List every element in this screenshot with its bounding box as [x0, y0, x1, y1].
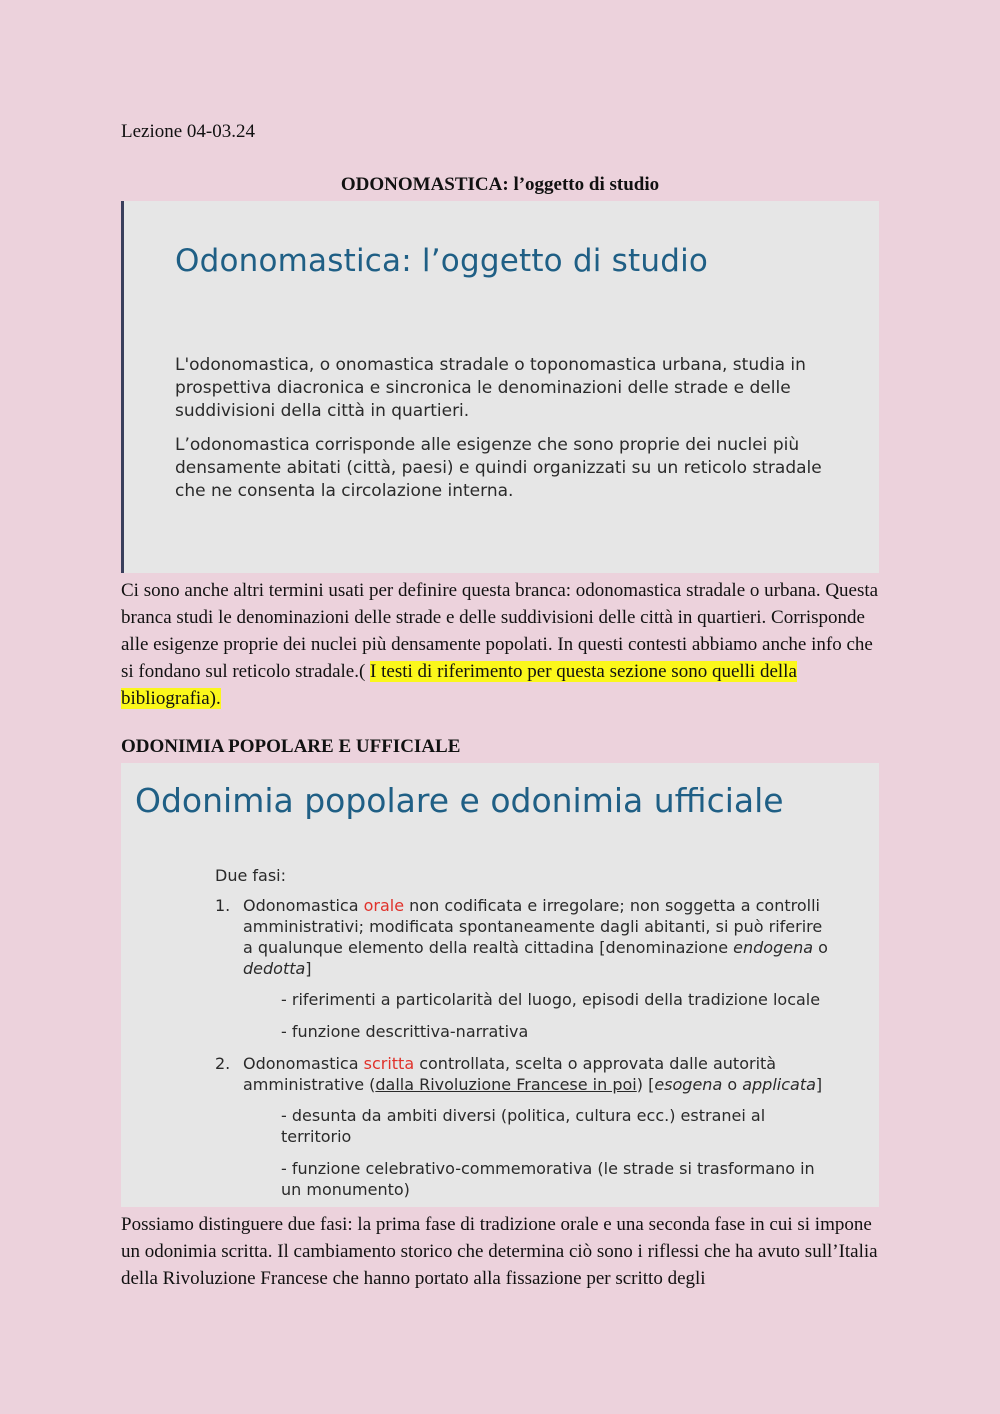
lesson-date: Lezione 04-03.24	[121, 121, 256, 142]
text-span: o	[722, 1075, 743, 1094]
text-span: o	[813, 938, 828, 957]
text-span: Odonomastica	[243, 1054, 364, 1073]
list-item-1	[215, 895, 835, 979]
slide-image-odonomastica	[121, 201, 879, 573]
text-span: non codificata e irregolare; non soggetta a controlli amministrativi; modificata spontaneamente dagli abitanti, si può riferire a qualunque elemento della realtà cittadina [denominazione	[243, 896, 823, 957]
sub-item: - funzione descrittiva-narrativa	[281, 1022, 529, 1041]
fasi-label: Due fasi:	[215, 866, 286, 885]
slide-title: Odonimia popolare e odonimia ufficiale	[135, 781, 784, 820]
highlighted-text: I testi di riferimento per questa sezione sono quelli della bibliografia).	[121, 661, 797, 709]
slide-image-odonimia	[121, 763, 879, 1207]
item-number: 1.	[215, 896, 231, 915]
red-word-scritta: scritta	[363, 1054, 415, 1073]
item-number: 2.	[215, 1054, 231, 1073]
body-paragraph-2: Possiamo distinguere due fasi: la prima fase di tradizione orale e una seconda fase in cui si impone un odonimia scritta. Il cambiamento storico che determina ciò sono i riflessi che ha avuto sull’Italia della Rivoluzione Francese che hanno portato alla fissazione per scritto degli	[121, 1214, 878, 1289]
text-span: ) [	[636, 1075, 655, 1094]
sub-item: - desunta da ambiti diversi (politica, cultura ecc.) estranei al territorio	[281, 1106, 766, 1146]
italic-esogena: esogena	[654, 1075, 723, 1094]
section-title-odonimia: ODONIMIA POPOLARE E UFFICIALE	[121, 736, 461, 757]
italic-endogena: endogena	[733, 938, 814, 957]
slide-body	[215, 865, 835, 1211]
slide-title: Odonomastica: l’oggetto di studio	[175, 243, 709, 279]
sub-item: - riferimenti a particolarità del luogo, episodi della tradizione locale	[281, 990, 821, 1009]
italic-applicata: applicata	[742, 1075, 816, 1094]
text-span: controllata, scelta o approvata dalle autorità amministrative (	[243, 1054, 777, 1094]
underlined-text: dalla Rivoluzione Francese in poi	[375, 1075, 637, 1094]
slide-paragraph-2: L’odonomastica corrisponde alle esigenze che sono proprie dei nuclei più densamente abitati (città, paesi) e quindi organizzati su un reticolo stradale che ne consenta la circolazione interna.	[175, 435, 822, 501]
slide-paragraph-1: L'odonomastica, o onomastica stradale o toponomastica urbana, studia in prospettiva diacronica e sincronica le denominazioni delle strade e delle suddivisioni della città in quartieri.	[175, 355, 806, 421]
red-word-orale: orale	[363, 896, 405, 915]
list-item-2	[215, 1053, 835, 1095]
body-paragraph-1	[121, 577, 879, 712]
sub-item: - funzione celebrativo-commemorativa (le strade si trasformano in un monumento)	[281, 1159, 815, 1199]
text-span: ]	[815, 1075, 823, 1094]
text-span: ]	[305, 959, 312, 978]
italic-dedotta: dedotta	[243, 959, 306, 978]
section-title-odonomastica: ODONOMASTICA: l’oggetto di studio	[340, 174, 660, 195]
body-text: Ci sono anche altri termini usati per definire questa branca: odonomastica stradale o urbana. Questa branca studi le denominazioni delle strade e delle suddivisioni delle città in quartieri. Corrisponde alle esigenze proprie dei nuclei più densamente popolati. In questi contesti abbiamo anche info che si fondano sul reticolo stradale.(	[121, 580, 879, 682]
text-span: Odonomastica	[243, 896, 364, 915]
